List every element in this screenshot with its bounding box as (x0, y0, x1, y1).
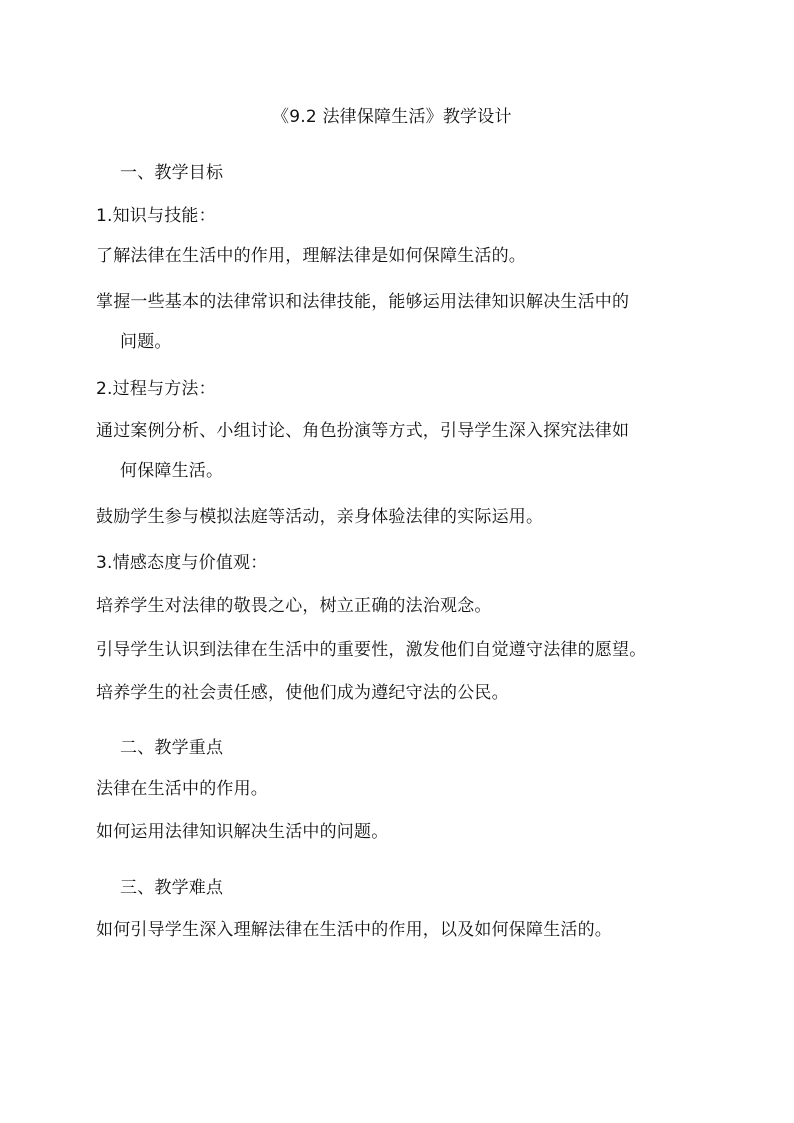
paragraph-continuation: 问题。 (120, 332, 172, 352)
section-heading-key-points: 二、教学重点 (120, 738, 224, 758)
paragraph: 培养学生的社会责任感，使他们成为遵纪守法的公民。 (96, 683, 509, 703)
document-title: 《9.2 法律保障生活》教学设计 (272, 107, 512, 127)
paragraph: 如何引导学生深入理解法律在生活中的作用，以及如何保障生活的。 (96, 920, 612, 940)
paragraph: 鼓励学生参与模拟法庭等活动，亲身体验法律的实际运用。 (96, 507, 544, 527)
subheading-attitude: 3.情感态度与价值观： (96, 553, 268, 573)
subheading-process: 2.过程与方法： (96, 379, 216, 399)
paragraph: 如何运用法律知识解决生活中的问题。 (96, 822, 389, 842)
subheading-knowledge: 1.知识与技能： (96, 206, 216, 226)
paragraph-continuation: 何保障生活。 (120, 461, 224, 481)
paragraph: 掌握一些基本的法律常识和法律技能，能够运用法律知识解决生活中的 (96, 292, 630, 312)
paragraph: 通过案例分析、小组讨论、角色扮演等方式，引导学生深入探究法律如 (96, 421, 630, 441)
paragraph: 法律在生活中的作用。 (96, 779, 268, 799)
section-heading-goals: 一、教学目标 (120, 163, 224, 183)
section-heading-difficulties: 三、教学难点 (120, 878, 224, 898)
paragraph: 引导学生认识到法律在生活中的重要性，激发他们自觉遵守法律的愿望。 (96, 640, 647, 660)
paragraph: 培养学生对法律的敬畏之心，树立正确的法治观念。 (96, 596, 492, 616)
paragraph: 了解法律在生活中的作用，理解法律是如何保障生活的。 (96, 246, 526, 266)
